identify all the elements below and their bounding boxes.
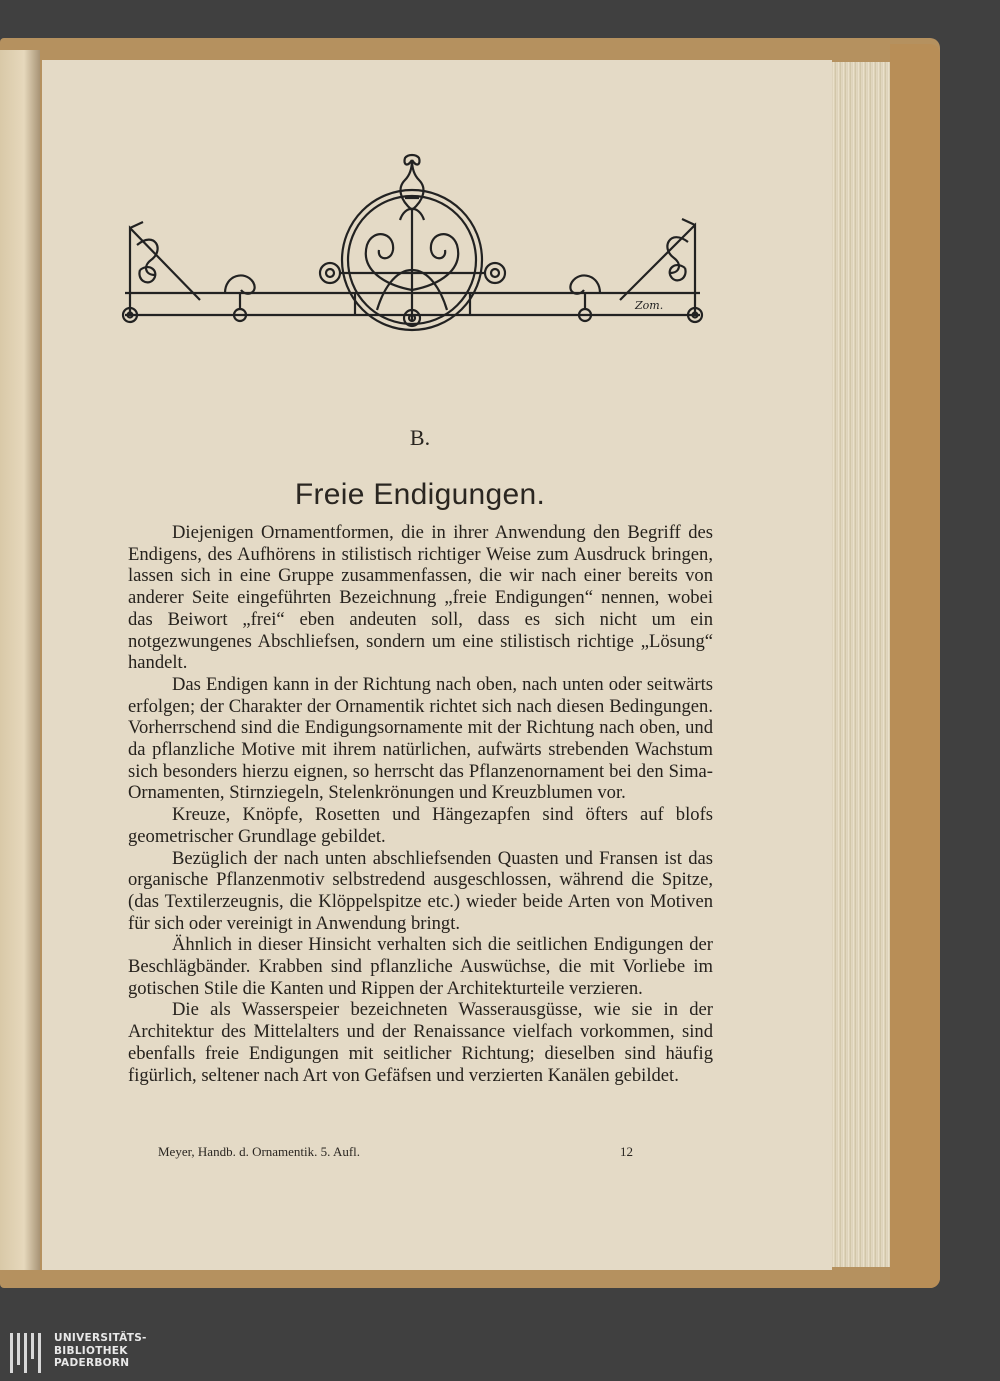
signature-mark: 12: [620, 1144, 633, 1159]
paragraph: Ähnlich in dieser Hinsicht verhalten sich die seitlichen Endigungen der Beschlägbänder. Krabben sind pflanzliche Auswüchse, die mit Vorliebe im gotischen Stile die Kanten und Rippen der Architekturteile verzieren.: [128, 934, 713, 999]
library-logo: [10, 1333, 160, 1373]
ornamental-headpiece: [115, 150, 710, 335]
logo-line: PADERBORN: [54, 1357, 130, 1369]
logo-text: [54, 1332, 147, 1370]
logo-bars-icon: [10, 1333, 50, 1373]
logo-line: BIBLIOTHEK: [54, 1344, 128, 1357]
left-page-edge: [0, 50, 40, 1270]
paragraph: Kreuze, Knöpfe, Rosetten und Hängezapfen sind öfters auf blofs geometrischer Grundlage gebildet.: [128, 804, 713, 847]
footer-reference: Meyer, Handb. d. Ornamentik. 5. Aufl.: [158, 1144, 361, 1159]
paragraph: Das Endigen kann in der Richtung nach oben, nach unten oder seitwärts erfolgen; der Charakter der Ornamentik richtet sich nach diesen Bedingungen. Vorherrschend sind die Endigungsornamente mit der Richtung nach oben, und da pflanzliche Motive mit ihrem natürlichen, aufwärts strebenden Wachstum sich besonders hierzu eignen, so herrscht das Pflanzenornament bei den Sima-Ornamenten, Stirnziegeln, Stelenkrönungen und Kreuzblumen vor.: [128, 673, 713, 804]
ornament-signature: Zom.: [635, 299, 664, 312]
paragraph: Diejenigen Ornamentformen, die in ihrer Anwendung den Begriff des Endigens, des Aufhörens in stilistisch richtiger Weise zum Ausdruck bringen, lassen sich in eine Gruppe zusammenfassen, die wir nach einer bereits von anderer Seite eingeführten Bezeichnung „freie Endigungen“ nennen, wobei das Beiwort „frei“ eben andeuten soll, dass es sich nicht um ein notgezwungenes Abschliefsen, sondern um eine stilistisch richtige „Lösung“ handelt.: [128, 522, 713, 674]
page-edges: [832, 62, 890, 1267]
paragraph: Die als Wasserspeier bezeichneten Wasserausgüsse, wie sie in der Architektur des Mittelalters und der Renaissance vielfach vorkommen, sind ebenfalls freie Endigungen mit seitlicher Richtung; dieselben sind häufig figürlich, seltener nach Art von Gefäfsen und verzierten Kanälen gebildet.: [128, 999, 713, 1086]
section-title: Freie Endigungen.: [294, 478, 546, 511]
section-letter: B.: [409, 425, 431, 450]
body-text: [128, 522, 713, 1086]
logo-line: UNIVERSITÄTS-: [54, 1332, 147, 1344]
paragraph: Bezüglich der nach unten abschliefsenden Quasten und Fransen ist das organische Pflanzenmotiv selbstredend ausgeschlossen, während die Spitze, (das Textilerzeugnis, die Klöppelspitze etc.) wieder beide Arten von Motiven für sich oder vereinigt in Anwendung bringt.: [128, 847, 713, 934]
book-cover-right: [890, 44, 940, 1288]
